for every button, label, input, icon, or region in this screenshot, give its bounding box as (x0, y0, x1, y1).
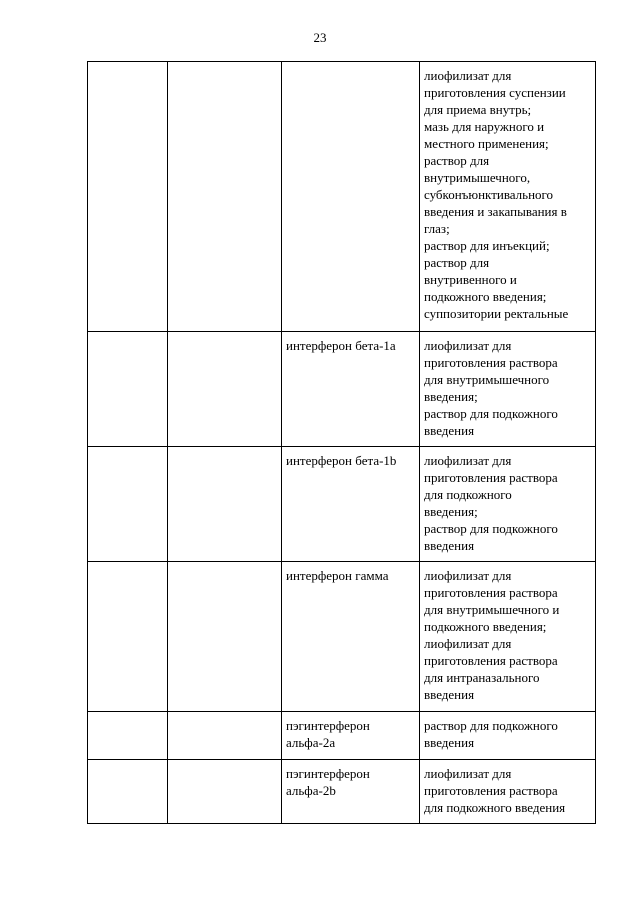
pharmacological-group-cell (168, 712, 282, 760)
atc-code-cell (88, 712, 168, 760)
table-row (88, 62, 596, 332)
table-row (88, 760, 596, 824)
pharmacological-group-cell (168, 332, 282, 447)
atc-code-cell (88, 562, 168, 712)
page-number: 23 (313, 30, 327, 45)
table-row (88, 562, 596, 712)
table-row (88, 332, 596, 447)
dosage-forms-cell: лиофилизат для приготовления раствора для внутримышечного и подкожного введения; лиофилизат для приготовления раствора для интраназального введения (420, 562, 596, 712)
dosage-forms-cell: лиофилизат для приготовления раствора для подкожного введения; раствор для подкожного введения (420, 447, 596, 562)
pharmacological-group-cell (168, 62, 282, 332)
drug-name-cell: интерферон гамма (282, 562, 420, 712)
dosage-forms-cell: лиофилизат для приготовления суспензии для приема внутрь; мазь для наружного и местного применения; раствор для внутримышечного, субконъюнктивального введения и закапывания в глаз; раствор для инъекций; раствор для внутривенного и подкожного введения; суппозитории ректальные (420, 62, 596, 332)
drug-name-cell (282, 62, 420, 332)
atc-code-cell (88, 332, 168, 447)
pharmacological-group-cell (168, 760, 282, 824)
atc-code-cell (88, 62, 168, 332)
table-row (88, 712, 596, 760)
pharmacological-group-cell (168, 447, 282, 562)
atc-code-cell (88, 760, 168, 824)
drug-table (87, 61, 596, 824)
dosage-forms-cell: раствор для подкожного введения (420, 712, 596, 760)
drug-name-cell: интерферон бета-1b (282, 447, 420, 562)
pharmacological-group-cell (168, 562, 282, 712)
atc-code-cell (88, 447, 168, 562)
dosage-forms-cell: лиофилизат для приготовления раствора для внутримышечного введения; раствор для подкожного введения (420, 332, 596, 447)
drug-name-cell: интерферон бета-1a (282, 332, 420, 447)
drug-name-cell: пэгинтерферон альфа-2a (282, 712, 420, 760)
dosage-forms-cell: лиофилизат для приготовления раствора для подкожного введения (420, 760, 596, 824)
table-row (88, 447, 596, 562)
drug-name-cell: пэгинтерферон альфа-2b (282, 760, 420, 824)
